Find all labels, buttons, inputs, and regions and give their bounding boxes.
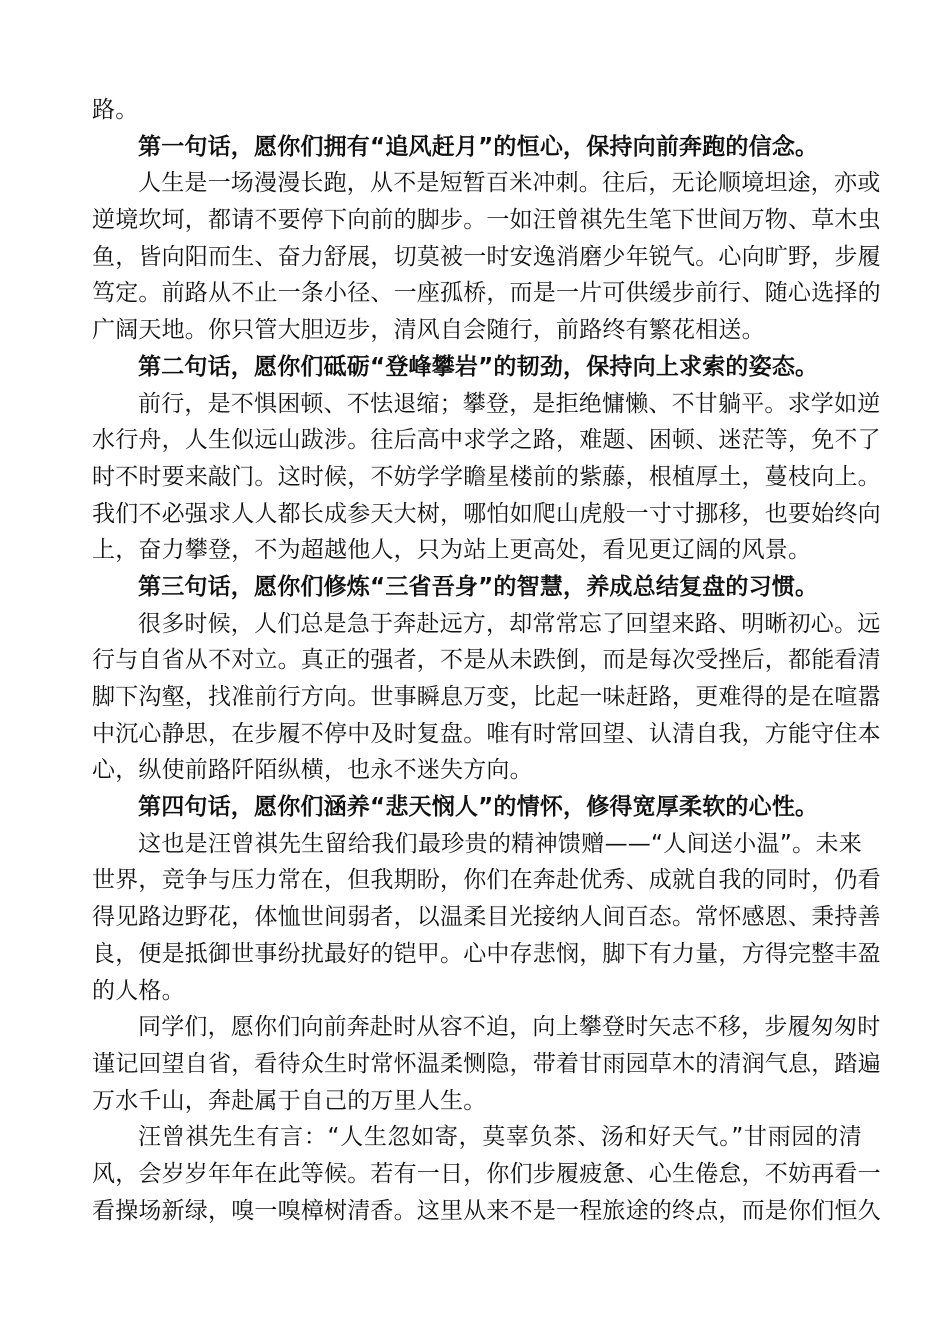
text-line: 很多时候，人们总是急于奔赴远方，却常常忘了回望来路、明晰初心。远 <box>138 610 881 637</box>
text-line: 逆境坎坷，都请不要停下向前的脚步。一如汪曾祺先生笔下世间万物、草木虫 <box>92 207 881 234</box>
text-line: 心，纵使前路阡陌纵横，也永不迷失方向。 <box>92 757 533 784</box>
text-line: 的人格。 <box>92 977 185 1004</box>
body-paragraph <box>92 1119 881 1229</box>
body-paragraph <box>92 386 881 569</box>
body-paragraph <box>92 606 881 789</box>
text-line: 我们不必强求人人都长成参天大树，哪怕如爬山虎般一寸寸挪移，也要始终向 <box>92 500 881 527</box>
section-heading <box>92 789 862 826</box>
text-line: 风，会岁岁年年在此等候。若有一日，你们步履疲惫、心生倦怠，不妨再看一 <box>92 1160 881 1187</box>
section-heading <box>92 569 862 606</box>
text-line: 同学们，愿你们向前奔赴时从容不迫，向上攀登时矢志不移，步履匆匆时 <box>138 1014 881 1041</box>
text-line: 前行，是不惧困顿、不怯退缩；攀登，是拒绝慵懒、不甘躺平。求学如逆 <box>138 390 881 417</box>
text-line: 得见路边野花，体恤世间弱者，以温柔目光接纳人间百态。常怀感恩、秉持善 <box>92 904 881 931</box>
text-line: 谨记回望自省，看待众生时常怀温柔恻隐，带着甘雨园草木的清润气息，踏遍 <box>92 1050 881 1077</box>
body-paragraph <box>92 826 881 1009</box>
text-line: 鱼，皆向阳而生、奋力舒展，切莫被一时安逸消磨少年锐气。心向旷野，步履 <box>92 243 881 270</box>
text-line: 万水千山，奔赴属于自己的万里人生。 <box>92 1087 487 1114</box>
body-paragraph <box>92 92 862 129</box>
text-line: 这也是汪曾祺先生留给我们最珍贵的精神馈赠——“人间送小温”。未来 <box>138 830 862 857</box>
text-line: 广阔天地。你只管大胆迈步，清风自会随行，前路终有繁花相送。 <box>92 317 765 344</box>
text-line: 良，便是抵御世事纷扰最好的铠甲。心中存悲悯，脚下有力量，方得完整丰盈 <box>92 940 881 967</box>
text-line: 第三句话，愿你们修炼“三省吾身”的智慧，养成总结复盘的习惯。 <box>138 573 819 600</box>
text-line: 脚下沟壑，找准前行方向。世事瞬息万变，比起一味赶路，更难得的是在喧嚣 <box>92 684 881 710</box>
text-line: 人生是一场漫漫长跑，从不是短暂百米冲刺。往后，无论顺境坦途，亦或 <box>138 170 881 197</box>
text-line: 水行舟，人生似远山跋涉。往后高中求学之路，难题、困顿、迷茫等，免不了 <box>92 427 881 454</box>
body-paragraph <box>92 1009 881 1119</box>
body-paragraph <box>92 165 881 348</box>
section-heading <box>92 129 862 166</box>
text-line: 行与自省从不对立。真正的强者，不是从未跌倒，而是每次受挫后，都能看清 <box>92 647 881 674</box>
document-page <box>92 92 881 1229</box>
text-line: 第一句话，愿你们拥有“追风赶月”的恒心，保持向前奔跑的信念。 <box>138 133 819 160</box>
section-heading <box>92 349 862 386</box>
text-line: 第二句话，愿你们砥砺“登峰攀岩”的韧劲，保持向上求索的姿态。 <box>138 353 819 380</box>
text-line: 第四句话，愿你们涵养“悲天悯人”的情怀，修得宽厚柔软的心性。 <box>138 794 819 821</box>
text-line: 汪曾祺先生有言：“人生忽如寄，莫辜负茶、汤和好天气。”甘雨园的清 <box>138 1124 862 1151</box>
text-line: 时不时要来敲门。这时候，不妨学学瞻星楼前的紫藤，根植厚土，蔓枝向上。 <box>92 463 881 490</box>
text-line: 中沉心静思，在步履不停中及时复盘。唯有时常回望、认清自我，方能守住本 <box>92 720 881 747</box>
text-line: 笃定。前路从不止一条小径、一座孤桥，而是一片可供缓步前行、随心选择的 <box>92 280 881 307</box>
text-line: 看操场新绿，嗅一嗅樟树清香。这里从来不是一程旅途的终点，而是你们恒久 <box>92 1197 881 1224</box>
text-line: 上，奋力攀登，不为超越他人，只为站上更高处，看见更辽阔的风景。 <box>92 537 812 564</box>
text-line: 路。 <box>92 97 139 123</box>
text-line: 世界，竞争与压力常在，但我期盼，你们在奔赴优秀、成就自我的同时，仍看 <box>92 867 881 894</box>
